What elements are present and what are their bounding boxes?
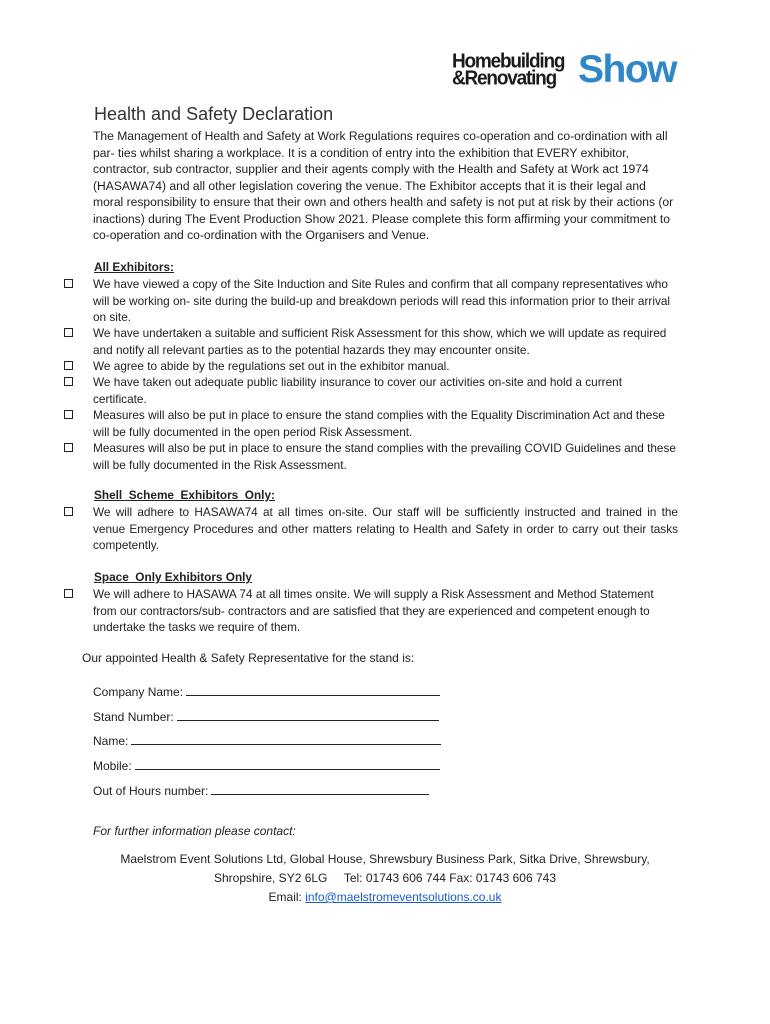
- email-label: Email:: [268, 890, 302, 904]
- checklist-item-text: We have taken out adequate public liability insurance to cover our activities on-site and hold a current certificate.: [93, 375, 622, 406]
- company-name-input-line[interactable]: [186, 684, 440, 696]
- representative-intro: Our appointed Health & Safety Representative for the stand is:: [82, 651, 415, 665]
- mobile-input-line[interactable]: [135, 758, 440, 770]
- out-of-hours-field: [93, 783, 429, 798]
- mobile-label: Mobile:: [93, 759, 132, 773]
- email-link[interactable]: info@maelstromeventsolutions.co.uk: [305, 890, 502, 904]
- checklist-item-text: We will adhere to HASAWA 74 at all times onsite. We will supply a Risk Assessment and Method Statement from our contractors/sub- contractors and are satisfied that they are experienced and competent enough to undertake the tasks we require of them.: [93, 587, 654, 634]
- checkbox[interactable]: [64, 328, 73, 337]
- checklist-item-text: We have undertaken a suitable and sufficient Risk Assessment for this show, which we will update as required and notify all relevant parties as to the potential hazards they may encounter onsite.: [93, 326, 667, 357]
- section-heading-all-exhibitors: All Exhibitors:: [94, 260, 174, 274]
- company-name-field: [93, 684, 440, 699]
- checklist-item-text: We will adhere to HASAWA74 at all times on-site. Our staff will be sufficiently instructed and trained in the venue Emergency Procedures and other matters relating to Health and Safety in order to carry out their tasks competently.: [93, 505, 678, 552]
- contact-address-line: Maelstrom Event Solutions Ltd, Global House, Shrewsbury Business Park, Sitka Drive, Shrewsbury,: [120, 852, 650, 866]
- contact-phone-line: Shropshire, SY2 6LG Tel: 01743 606 744 Fax: 01743 606 743: [213, 871, 557, 885]
- section-heading-shell-scheme: Shell Scheme Exhibitors Only:: [94, 488, 275, 502]
- out-of-hours-label: Out of Hours number:: [93, 784, 209, 798]
- intro-paragraph: The Management of Health and Safety at Work Regulations requires co-operation and co-ordination with all par- ties whilst sharing a workplace. It is a condition of entry into the exhibition that EVERY exhibitor, contractor, sub contractor, supplier and their agents comply with the Health and Safety at Work act 1974 (HASAWA74) and all other legislation covering the venue. The Exhibitor accepts that it is their legal and moral responsibility to ensure that their own and others health and safety is not put at risk by their actions (or inactions) during The Event Production Show 2021. Please complete this form affirming your commitment to co-operation and co-ordination with the Organisers and Venue.: [93, 129, 674, 242]
- logo-line-renovating: &Renovating: [452, 67, 556, 90]
- contact-heading: For further information please contact:: [93, 824, 296, 838]
- mobile-field: [93, 758, 440, 773]
- checkbox[interactable]: [64, 589, 73, 598]
- checkbox[interactable]: [64, 443, 73, 452]
- checkbox[interactable]: [64, 507, 73, 516]
- page-title: Health and Safety Declaration: [94, 104, 334, 124]
- name-input-line[interactable]: [131, 733, 441, 745]
- checkbox[interactable]: [64, 279, 73, 288]
- checklist-item-text: We agree to abide by the regulations set out in the exhibitor manual.: [93, 359, 450, 373]
- out-of-hours-input-line[interactable]: [211, 783, 429, 795]
- contact-email-line: [90, 890, 680, 904]
- checkbox[interactable]: [64, 377, 73, 386]
- section-heading-space-only: Space Only Exhibitors Only: [94, 570, 252, 584]
- name-field: [93, 733, 441, 748]
- stand-number-field: [93, 709, 439, 724]
- stand-number-label: Stand Number:: [93, 710, 174, 724]
- checklist-item-text: Measures will also be put in place to ensure the stand complies with the prevailing COVID Guidelines and these will be fully documented in the Risk Assessment.: [93, 441, 676, 472]
- company-name-label: Company Name:: [93, 685, 184, 699]
- logo-show: Show: [578, 48, 676, 91]
- stand-number-input-line[interactable]: [177, 709, 439, 721]
- checkbox[interactable]: [64, 410, 73, 419]
- checklist-item-text: We have viewed a copy of the Site Induction and Site Rules and confirm that all company representatives who will be working on- site during the build-up and breakdown periods will read this information prior to their arrival on site.: [93, 277, 671, 324]
- logo-line-homebuilding: Homebuilding: [452, 50, 565, 73]
- checklist-item-text: Measures will also be put in place to ensure the stand complies with the Equality Discrimination Act and these will be fully documented in the open period Risk Assessment.: [93, 408, 665, 439]
- checkbox[interactable]: [64, 361, 73, 370]
- name-label: Name:: [93, 734, 129, 748]
